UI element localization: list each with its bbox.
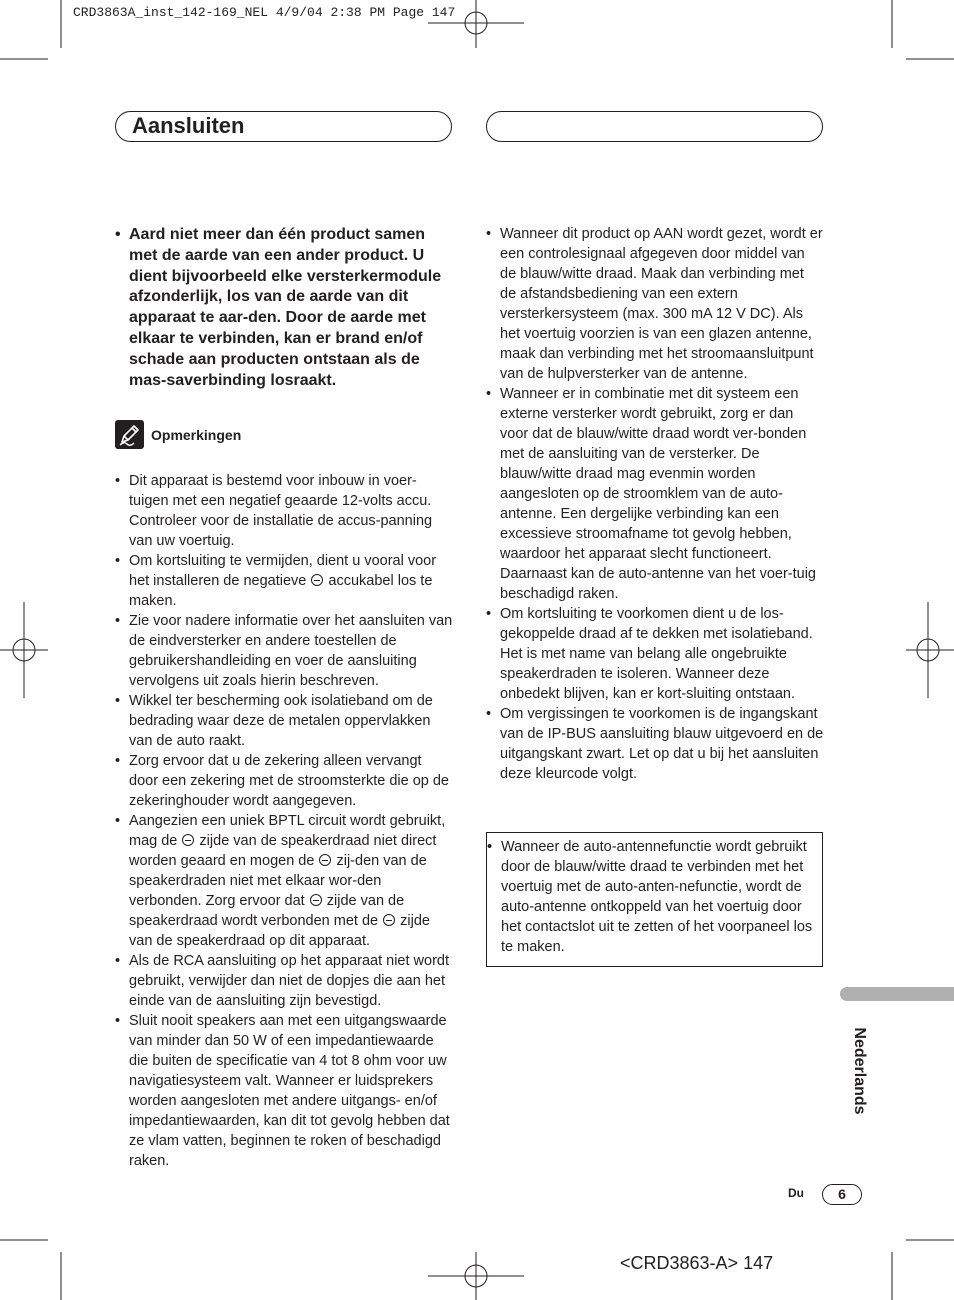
list-item: • Wanneer er in combinatie met dit systeem een externe versterker wordt gebruikt, zorg er dan voor dat de blauw/witte draad wordt ver-bonden met de aansluiting van de versterker. De blauw/witte draad mag evenmin worden aangesloten op de stroomklem van de auto-antenne. Een dergelijke verbinding kan een excessieve stroomafname tot gevolg hebben, waardoor het apparaat slecht functioneert. Daarnaast kan de auto-antenne van het voer-tuig beschadigd raken.: [486, 384, 824, 604]
list-item-text: zijde van de speakerdraad niet direct worden geaard en mogen de: [129, 833, 437, 870]
list-item: • Wanneer dit product op AAN wordt gezet, wordt er een controlesignaal afgegeven door middel van de blauw/witte draad. Maak dan verbinding met de afstandsbediening van een extern versterkersysteem (max. 300 mA 12 V DC). Als het voertuig voorzien is van een glazen antenne, maak dan verbinding met het stroomaansluitpunt van de hulpversterker van de antenne.: [486, 224, 824, 384]
left-column: [115, 225, 453, 1171]
list-item: • Om vergissingen te voorkomen is de ingangskant van de IP-BUS aansluiting blauw uitgevoerd en de uitgangskant zwart. Let op dat u bij het aansluiten deze kleurcode volgt.: [486, 704, 824, 784]
minus-symbol-icon: [383, 914, 395, 926]
list-item: • Wikkel ter bescherming ook isolatieband om de bedrading waar deze de metalen oppervlakken van de auto raakt.: [115, 691, 453, 751]
warning-text: • Aard niet meer dan één product samen met de aarde van een ander product. U dient bijvoorbeeld elke versterkermodule afzonderlijk, los van de aarde van dit apparaat te aar-den. Door de aarde met elkaar te verbinden, kan er brand en/of schade aan producten ontstaan als de mas-saverbinding losraakt.: [115, 225, 453, 391]
notes-heading: [115, 420, 453, 452]
section-title: Aansluiten: [132, 113, 245, 138]
list-item: • Dit apparaat is bestemd voor inbouw in voer-tuigen met een negatief geaarde 12-volts accu. Controleer voor de installatie de accus-panning van uw voertuig.: [115, 471, 453, 551]
list-item: [115, 811, 453, 951]
minus-symbol-icon: [310, 894, 322, 906]
footer-page-label: <CRD3863-A> 147: [620, 1253, 774, 1273]
list-item: • Sluit nooit speakers aan met een uitgangswaarde van minder dan 50 W of een impedantiewaarde die buiten de specificatie van 4 tot 8 ohm voor uw navigatiesysteem valt. Wanneer er luidsprekers worden aangesloten met andere uitgangs- en/of impedantiewaarden, kan dit tot gevolg hebben dat ze vlam vatten, beginnen te roken of beschadigd raken.: [115, 1011, 453, 1171]
notes-list-right: [486, 224, 824, 784]
minus-symbol-icon: [311, 574, 323, 586]
list-item: • Om kortsluiting te voorkomen dient u de los-gekoppelde draad af te dekken met isolatieband. Het is met name van belang alle ongebruikte speakerdraden te isoleren. Wanneer deze onbedekt blijven, kan er kort-sluiting ontstaan.: [486, 604, 824, 704]
list-item-text: accukabel los te maken.: [129, 573, 433, 610]
notes-heading-label: Opmerkingen: [151, 427, 242, 444]
warning-list: [115, 225, 453, 391]
list-item: [115, 551, 453, 611]
list-item: • Als de RCA aansluiting op het apparaat niet wordt gebruikt, verwijder dan niet de dopjes die aan het einde van de aansluiting zijn bevestigd.: [115, 951, 453, 1011]
list-item-text: Om kortsluiting te vermijden, dient u vooral voor het installeren de negatieve: [129, 553, 437, 590]
language-tab-bar: [840, 987, 954, 1001]
section-header: [115, 111, 452, 142]
list-item: • Zorg ervoor dat u de zekering alleen vervangt door een zekering met de stroomsterkte die op de zekeringhouder wordt aangegeven.: [115, 751, 453, 811]
section-header-empty: [486, 111, 823, 142]
boxed-note-list: [487, 837, 824, 957]
list-item-text: zijde van de speakerdraad op dit apparaat.: [129, 913, 430, 950]
list-item-text: zij-den van de speakerdraden niet met elkaar wor-den verbonden. Zorg ervoor dat: [129, 853, 427, 910]
section-number-badge: 6: [822, 1184, 862, 1205]
list-item-text: zijde van de speakerdraad wordt verbonden met de: [129, 893, 405, 930]
list-item: • Wanneer de auto-antennefunctie wordt gebruikt door de blauw/witte draad te verbinden met het voertuig met de auto-anten-nefunctie, wordt de auto-antenne ontkoppeld van het voertuig door het contactslot uit te zetten of het voorpaneel los te maken.: [487, 837, 824, 957]
minus-symbol-icon: [319, 854, 331, 866]
notes-list-left: [115, 471, 453, 1171]
language-code: Du: [788, 1186, 804, 1200]
list-item-text: Aangezien een uniek BPTL circuit wordt gebruikt, mag de: [129, 813, 446, 850]
list-item: • Zie voor nadere informatie over het aansluiten van de eindversterker en andere toestellen de gebruikershandleiding en voer de aansluiting vervolgens uit zoals hierin beschreven.: [115, 611, 453, 691]
right-column: [486, 224, 824, 784]
boxed-note: [486, 832, 823, 967]
note-pencil-icon: [115, 420, 144, 449]
minus-symbol-icon: [182, 834, 194, 846]
printer-slug-line: CRD3863A_inst_142-169_NEL 4/9/04 2:38 PM Page 147: [73, 5, 456, 20]
language-tab-label: Nederlands: [851, 1027, 868, 1115]
